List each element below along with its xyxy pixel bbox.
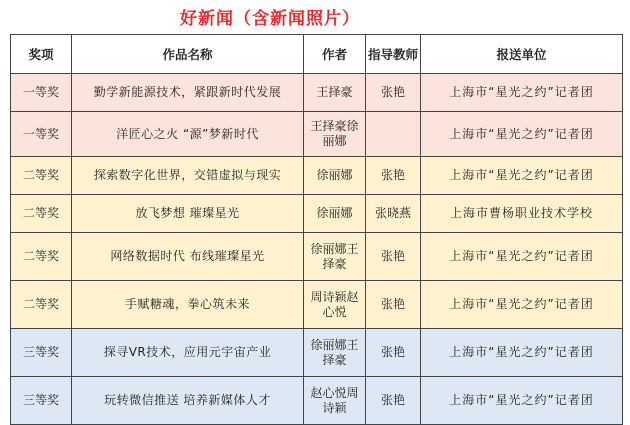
cell-work: 手赋糖魂，拳心筑未来 [72,281,304,329]
cell-author: 王择豪 [304,74,366,112]
cell-unit: 上海市“星光之约”记者团 [421,281,623,329]
cell-work: 玩转微信推送 培养新媒体人才 [72,377,304,425]
cell-award: 二等奖 [11,195,72,233]
cell-teacher [366,112,421,157]
table-row [11,112,623,157]
cell-teacher: 张艳 [366,157,421,195]
page-title: 好新闻（含新闻照片） [180,9,360,29]
cell-teacher: 张艳 [366,233,421,281]
awards-table [10,34,623,425]
cell-author: 徐丽娜 [304,157,366,195]
cell-award: 二等奖 [11,281,72,329]
header-award: 奖项 [11,35,72,74]
cell-author: 赵心悦周诗颖 [304,377,366,425]
cell-teacher: 张晓燕 [366,195,421,233]
cell-author: 徐丽娜 [304,195,366,233]
table-row [11,281,623,329]
cell-award: 二等奖 [11,157,72,195]
cell-work: 洋匠心之火 “源”梦新时代 [72,112,304,157]
cell-author: 徐丽娜王择豪 [304,329,366,377]
header-work: 作品名称 [72,35,304,74]
cell-work: 放飞梦想 璀璨星光 [72,195,304,233]
table-row [11,233,623,281]
table-row [11,74,623,112]
cell-unit: 上海市“星光之约”记者团 [421,112,623,157]
header-teacher: 指导教师 [366,35,421,74]
cell-award: 一等奖 [11,74,72,112]
table-row [11,329,623,377]
table-header-row [11,35,623,74]
cell-unit: 上海市“星光之约”记者团 [421,233,623,281]
cell-unit: 上海市“星光之约”记者团 [421,329,623,377]
cell-award: 一等奖 [11,112,72,157]
cell-author: 徐丽娜王择豪 [304,233,366,281]
cell-work: 探寻VR技术，应用元宇宙产业 [72,329,304,377]
cell-award: 三等奖 [11,329,72,377]
cell-work: 勤学新能源技术，紧跟新时代发展 [72,74,304,112]
cell-teacher: 张艳 [366,74,421,112]
table-row [11,377,623,425]
header-author: 作者 [304,35,366,74]
cell-author: 周诗颖赵心悦 [304,281,366,329]
cell-unit: 上海市“星光之约”记者团 [421,157,623,195]
cell-unit: 上海市曹杨职业技术学校 [421,195,623,233]
cell-unit: 上海市“星光之约”记者团 [421,377,623,425]
header-unit: 报送单位 [421,35,623,74]
cell-award: 二等奖 [11,233,72,281]
cell-author: 王择豪徐丽娜 [304,112,366,157]
cell-work: 网络数据时代 布线璀璨星光 [72,233,304,281]
cell-work: 探索数字化世界，交错虚拟与现实 [72,157,304,195]
cell-teacher: 张艳 [366,377,421,425]
cell-unit: 上海市“星光之约”记者团 [421,74,623,112]
cell-teacher: 张艳 [366,329,421,377]
cell-teacher: 张艳 [366,281,421,329]
table-row [11,195,623,233]
cell-award: 三等奖 [11,377,72,425]
table-row [11,157,623,195]
